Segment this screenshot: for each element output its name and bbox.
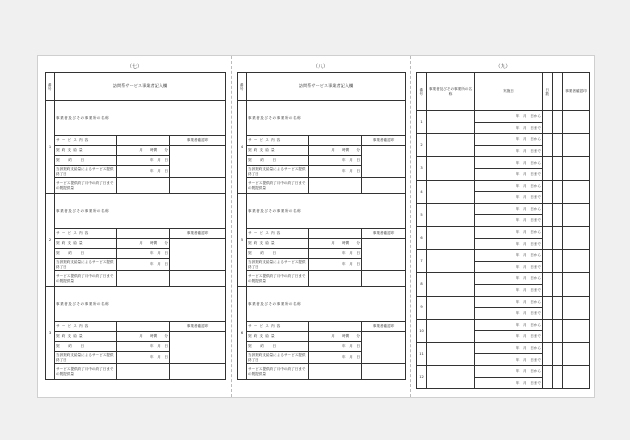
date-from: 年 月 日から [475, 342, 543, 354]
blank-cell [309, 364, 362, 380]
days-cell [543, 226, 553, 249]
blank-cell [170, 146, 226, 178]
field-provider: 事業者及びその事業所の名称 [247, 287, 406, 322]
field-confirm: 事業者確認印 [170, 322, 226, 332]
number-header: 番号 [238, 73, 247, 101]
blank-cell [117, 364, 170, 380]
field-confirm: 事業者確認印 [170, 229, 226, 239]
block-number: 4 [238, 101, 247, 194]
field-ymd: 年 月 日 [309, 156, 362, 166]
field-contract-date: 契 約 日 [55, 249, 117, 259]
days-cell [543, 296, 553, 319]
field-ymd: 年 月 日 [309, 342, 362, 352]
row-number: 8 [417, 273, 427, 296]
row-number: 3 [417, 157, 427, 180]
field-remain: サービス提供終了月中の終了日までの既提供量 [247, 178, 309, 194]
row-number: 6 [417, 226, 427, 249]
field-contract-amount: 契 約 支 給 量 [55, 239, 117, 249]
field-ymd: 年 月 日 [309, 352, 362, 364]
confirm-header: 事業者確認印 [563, 73, 590, 111]
confirm-cell [563, 319, 590, 342]
panel-title: （七） [126, 64, 142, 70]
date-from: 年 月 日から [475, 203, 543, 215]
blank-cell [553, 111, 563, 134]
confirm-cell [563, 296, 590, 319]
blank-cell [362, 146, 406, 178]
blank-cell [309, 136, 362, 146]
date-to: 年 月 日まで [475, 238, 543, 250]
row-number: 9 [417, 296, 427, 319]
fold-line [231, 56, 232, 397]
field-service: サ ー ビ ス 内 容 [247, 229, 309, 239]
confirm-cell [563, 180, 590, 203]
field-contract-date: 契 約 日 [247, 249, 309, 259]
provider-cell [427, 273, 475, 296]
days-header: 日数 [543, 73, 553, 111]
field-contract-amount: 契 約 支 給 量 [247, 146, 309, 156]
date-from: 年 月 日から [475, 180, 543, 192]
field-hours: 月 時間 分 [309, 332, 362, 342]
date-from: 年 月 日から [475, 157, 543, 169]
days-cell [543, 111, 553, 134]
service-table [237, 72, 406, 380]
blank-cell [309, 178, 362, 194]
field-contract-amount: 契 約 支 給 量 [55, 146, 117, 156]
confirm-cell [563, 342, 590, 365]
block-number: 1 [46, 101, 55, 194]
confirm-cell [563, 226, 590, 249]
date-from: 年 月 日から [475, 111, 543, 123]
provider-header: 事業者及びその事業所の名称 [427, 73, 475, 111]
field-contract-amount: 契 約 支 給 量 [247, 239, 309, 249]
field-service: サ ー ビ ス 内 容 [247, 322, 309, 332]
blank-cell [170, 239, 226, 271]
period-header: 実施日 [475, 73, 543, 111]
blank-cell [553, 342, 563, 365]
blank-cell [170, 332, 226, 364]
date-to: 年 月 日まで [475, 354, 543, 366]
date-to: 年 月 日まで [475, 215, 543, 227]
confirm-cell [563, 157, 590, 180]
field-service: サ ー ビ ス 内 容 [247, 136, 309, 146]
row-number: 7 [417, 250, 427, 273]
row-number: 2 [417, 134, 427, 157]
field-end-date: 当該契約支給量によるサービス提供終了日 [247, 352, 309, 364]
days-cell [543, 134, 553, 157]
days-cell [543, 180, 553, 203]
blank-cell [553, 180, 563, 203]
date-from: 年 月 日から [475, 296, 543, 308]
days-cell [543, 250, 553, 273]
field-provider: 事業者及びその事業所の名称 [55, 101, 226, 136]
blank-cell [553, 319, 563, 342]
days-cell [543, 366, 553, 389]
field-service: サ ー ビ ス 内 容 [55, 136, 117, 146]
number-header: 番号 [417, 73, 427, 111]
panel-title: （八） [312, 64, 328, 70]
field-hours: 月 時間 分 [309, 146, 362, 156]
panel-header: 訪問系サービス事業者記入欄 [247, 73, 406, 101]
field-service: サ ー ビ ス 内 容 [55, 229, 117, 239]
field-ymd: 年 月 日 [117, 342, 170, 352]
field-provider: 事業者及びその事業所の名称 [55, 194, 226, 229]
field-hours: 月 時間 分 [117, 332, 170, 342]
date-to: 年 月 日まで [475, 261, 543, 273]
blank-cell [309, 271, 362, 287]
blank-cell [362, 364, 406, 380]
blank-cell [553, 296, 563, 319]
provider-cell [427, 157, 475, 180]
blank-cell [362, 178, 406, 194]
provider-cell [427, 342, 475, 365]
blank-cell [170, 271, 226, 287]
blank-cell [553, 366, 563, 389]
blank-cell [117, 178, 170, 194]
field-contract-date: 契 約 日 [247, 342, 309, 352]
number-header: 番号 [46, 73, 55, 101]
days-cell [543, 273, 553, 296]
field-hours: 月 時間 分 [309, 239, 362, 249]
date-from: 年 月 日から [475, 134, 543, 146]
blank-header [553, 73, 563, 111]
field-provider: 事業者及びその事業所の名称 [247, 101, 406, 136]
date-from: 年 月 日から [475, 273, 543, 285]
provider-cell [427, 180, 475, 203]
days-cell [543, 342, 553, 365]
blank-cell [117, 136, 170, 146]
field-ymd: 年 月 日 [309, 249, 362, 259]
blank-cell [309, 322, 362, 332]
field-contract-amount: 契 約 支 給 量 [247, 332, 309, 342]
field-ymd: 年 月 日 [117, 259, 170, 271]
days-cell [543, 203, 553, 226]
field-end-date: 当該契約支給量によるサービス提供終了日 [55, 259, 117, 271]
field-remain: サービス提供終了月中の終了日までの既提供量 [247, 271, 309, 287]
date-to: 年 月 日まで [475, 284, 543, 296]
field-confirm: 事業者確認印 [362, 229, 406, 239]
field-end-date: 当該契約支給量によるサービス提供終了日 [247, 166, 309, 178]
blank-cell [553, 273, 563, 296]
date-to: 年 月 日まで [475, 308, 543, 320]
provider-cell [427, 250, 475, 273]
blank-cell [362, 239, 406, 271]
confirm-cell [563, 250, 590, 273]
days-cell [543, 157, 553, 180]
field-hours: 月 時間 分 [117, 146, 170, 156]
blank-cell [309, 229, 362, 239]
confirm-cell [563, 134, 590, 157]
field-confirm: 事業者確認印 [362, 136, 406, 146]
days-cell [543, 319, 553, 342]
field-hours: 月 時間 分 [117, 239, 170, 249]
blank-cell [362, 332, 406, 364]
field-remain: サービス提供終了月中の終了日までの既提供量 [55, 364, 117, 380]
field-contract-amount: 契 約 支 給 量 [55, 332, 117, 342]
field-end-date: 当該契約支給量によるサービス提供終了日 [55, 166, 117, 178]
provider-cell [427, 319, 475, 342]
provider-cell [427, 296, 475, 319]
block-number: 2 [46, 194, 55, 287]
block-number: 3 [46, 287, 55, 380]
certificate-sheet [37, 55, 595, 398]
date-from: 年 月 日から [475, 366, 543, 378]
blank-cell [553, 134, 563, 157]
date-to: 年 月 日まで [475, 168, 543, 180]
blank-cell [553, 203, 563, 226]
row-number: 11 [417, 342, 427, 365]
blank-cell [362, 271, 406, 287]
field-ymd: 年 月 日 [309, 259, 362, 271]
date-to: 年 月 日まで [475, 331, 543, 343]
block-number: 6 [238, 287, 247, 380]
confirm-cell [563, 273, 590, 296]
panel-header: 訪問系サービス事業者記入欄 [55, 73, 226, 101]
field-ymd: 年 月 日 [117, 156, 170, 166]
date-from: 年 月 日から [475, 319, 543, 331]
date-to: 年 月 日まで [475, 377, 543, 389]
field-end-date: 当該契約支給量によるサービス提供終了日 [247, 259, 309, 271]
blank-cell [553, 226, 563, 249]
field-contract-date: 契 約 日 [247, 156, 309, 166]
date-to: 年 月 日まで [475, 122, 543, 134]
field-ymd: 年 月 日 [117, 352, 170, 364]
provider-cell [427, 226, 475, 249]
confirm-cell [563, 203, 590, 226]
field-ymd: 年 月 日 [117, 249, 170, 259]
blank-cell [170, 178, 226, 194]
row-number: 10 [417, 319, 427, 342]
blank-cell [117, 322, 170, 332]
blank-cell [553, 157, 563, 180]
provider-cell [427, 134, 475, 157]
provider-cell [427, 203, 475, 226]
confirm-cell [563, 111, 590, 134]
field-confirm: 事業者確認印 [170, 136, 226, 146]
field-contract-date: 契 約 日 [55, 342, 117, 352]
fold-line [410, 56, 411, 397]
blank-cell [170, 364, 226, 380]
short-stay-table [416, 72, 590, 389]
confirm-cell [563, 366, 590, 389]
field-ymd: 年 月 日 [117, 166, 170, 178]
date-from: 年 月 日から [475, 226, 543, 238]
date-to: 年 月 日まで [475, 145, 543, 157]
row-number: 5 [417, 203, 427, 226]
blank-cell [553, 250, 563, 273]
block-number: 5 [238, 194, 247, 287]
field-provider: 事業者及びその事業所の名称 [55, 287, 226, 322]
field-ymd: 年 月 日 [309, 166, 362, 178]
field-confirm: 事業者確認印 [362, 322, 406, 332]
date-to: 年 月 日まで [475, 192, 543, 204]
field-end-date: 当該契約支給量によるサービス提供終了日 [55, 352, 117, 364]
row-number: 1 [417, 111, 427, 134]
provider-cell [427, 366, 475, 389]
field-remain: サービス提供終了月中の終了日までの既提供量 [247, 364, 309, 380]
blank-cell [117, 229, 170, 239]
field-remain: サービス提供終了月中の終了日までの既提供量 [55, 271, 117, 287]
blank-cell [117, 271, 170, 287]
date-from: 年 月 日から [475, 250, 543, 262]
service-table [45, 72, 226, 380]
field-service: サ ー ビ ス 内 容 [55, 322, 117, 332]
provider-cell [427, 111, 475, 134]
field-remain: サービス提供終了月中の終了日までの既提供量 [55, 178, 117, 194]
row-number: 12 [417, 366, 427, 389]
field-provider: 事業者及びその事業所の名称 [247, 194, 406, 229]
panel-title: （九） [495, 64, 511, 70]
row-number: 4 [417, 180, 427, 203]
field-contract-date: 契 約 日 [55, 156, 117, 166]
